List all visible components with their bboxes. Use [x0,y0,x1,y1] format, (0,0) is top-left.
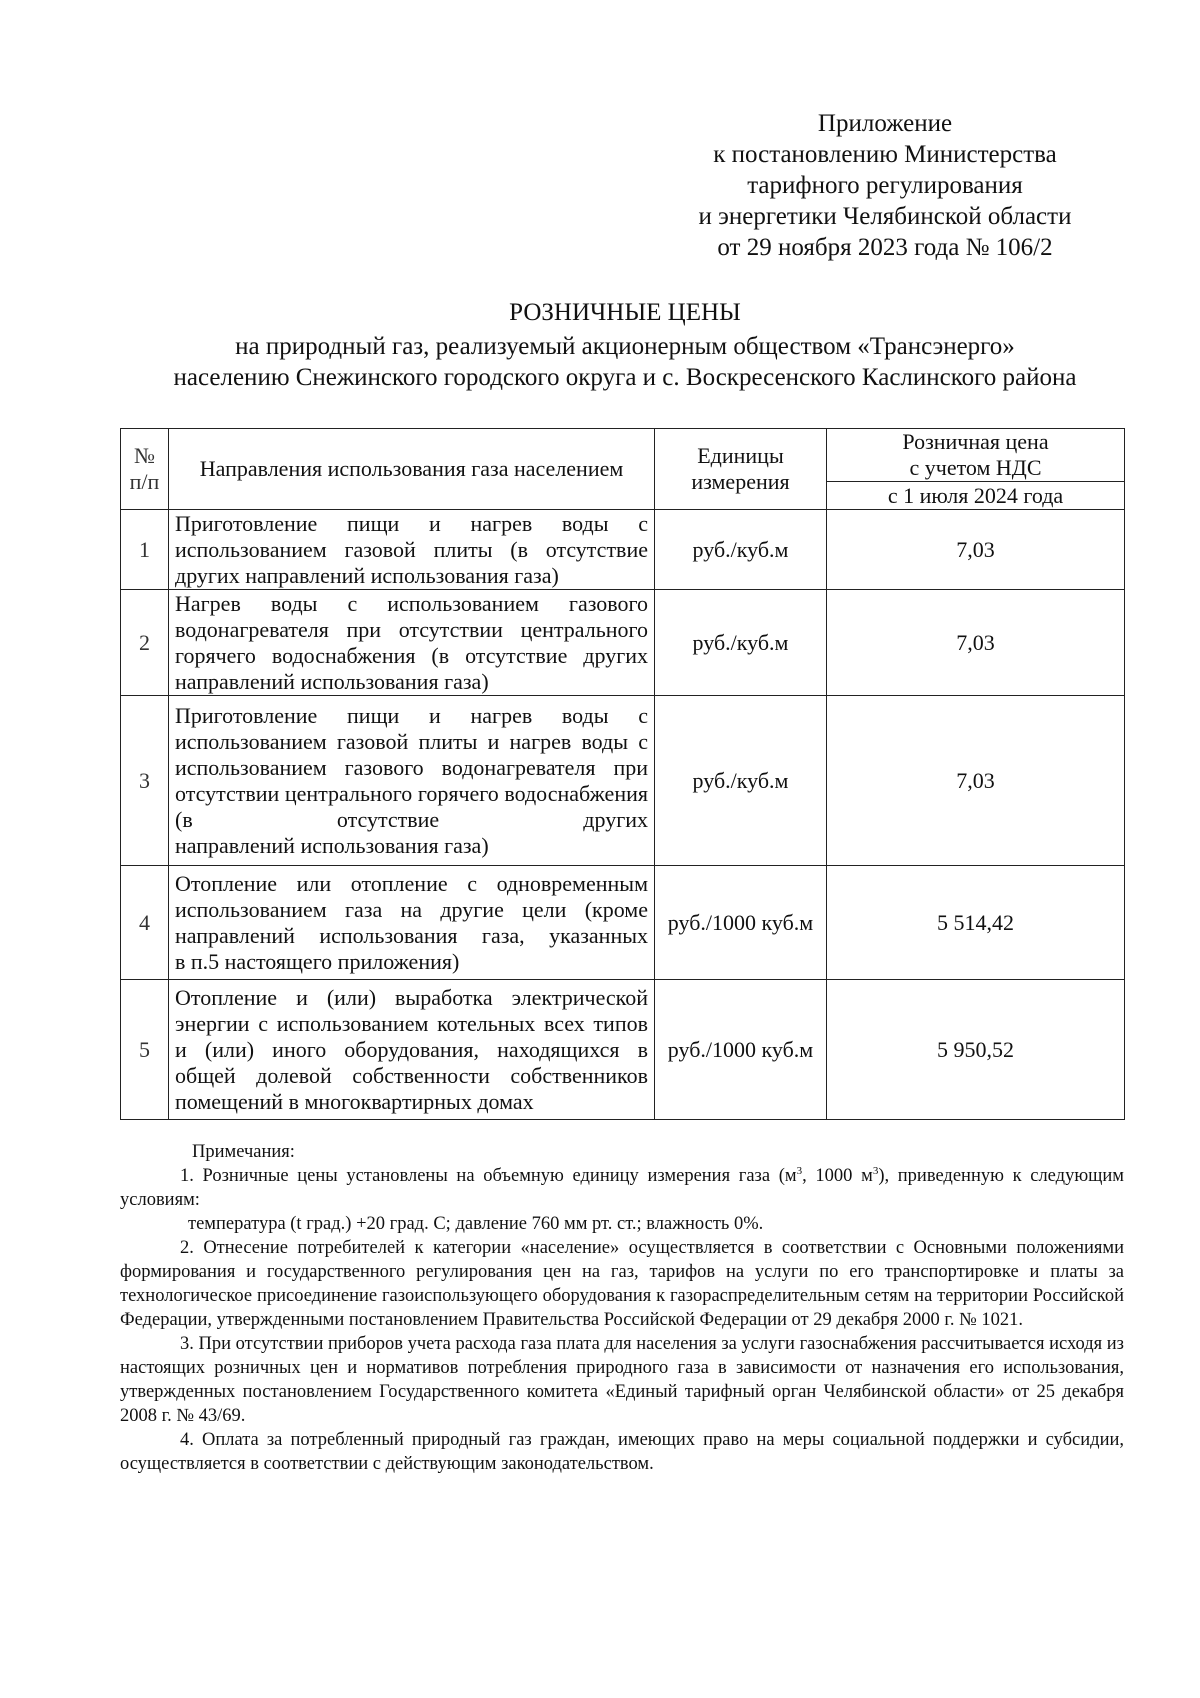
notes-section [120,1140,1124,1476]
row-direction-text: других направлений использования газа) [175,562,559,588]
header-number-line: № [134,443,155,468]
row-number: 5 [121,980,169,1120]
table-row [121,866,1125,980]
row-direction-text: в п.5 настоящего приложения) [175,948,460,974]
superscript: 3 [796,1164,803,1177]
table-row [121,696,1125,866]
row-number: 2 [121,590,169,696]
header-unit-line: Единицы [697,443,784,468]
row-direction-text: Приготовление пищи и нагрев воды с использованием газовой плиты (в отсутствие [175,510,648,562]
note-2: 2. Отнесение потребителей к категории «население» осуществляется в соответствии с Основными положениями формирования и государственного регулирования цен на газ, тарифов на услуги по его транспортировке и платы за технологическое присоединение газоиспользующего оборудования к газораспределительным сетям на территории Российской Федерации, утвержденными постановлением Правительства Российской Федерации от 29 декабря 2000 г. № 1021. [120,1238,1124,1330]
row-direction [169,510,655,590]
row-number: 4 [121,866,169,980]
title-line: населению Снежинского городского округа и с. Воскресенского Каслинского района [173,364,1077,391]
row-price: 5 514,42 [827,866,1125,980]
header-price-line: Розничная цена [902,429,1049,454]
note-4: 4. Оплата за потребленный природный газ граждан, имеющих право на меры социальной поддержки и субсидии, осуществляется в соответствии с действующим законодательством. [120,1430,1124,1474]
price-table [120,428,1125,1120]
row-direction-text: помещений в многоквартирных домах [175,1088,534,1114]
row-direction-text: Нагрев воды с использованием газового водонагревателя при отсутствии центрального горячего водоснабжения (в отсутствие других [175,590,648,668]
note-1-text: ), приведенную к следующим условиям: [120,1166,1124,1210]
title-line: на природный газ, реализуемый акционерным обществом «Трансэнерго» [235,333,1015,360]
header-number-line: п/п [129,469,160,494]
row-number: 3 [121,696,169,866]
row-direction [169,980,655,1120]
note-1-text: 1. Розничные цены установлены на объемную единицу измерения газа (м [180,1166,797,1186]
row-price: 7,03 [827,590,1125,696]
header-direction: Направления использования газа населением [169,429,655,510]
row-price: 7,03 [827,696,1125,866]
row-direction [169,696,655,866]
row-price: 7,03 [827,510,1125,590]
row-unit: руб./1000 куб.м [655,980,827,1120]
row-unit: руб./куб.м [655,590,827,696]
row-direction-text: направлений использования газа) [175,832,489,858]
appendix-line: от 29 ноября 2023 года № 106/2 [717,234,1053,261]
row-direction [169,590,655,696]
superscript: 3 [872,1164,879,1177]
row-direction [169,866,655,980]
header-price-period: с 1 июля 2024 года [827,482,1125,510]
row-unit: руб./куб.м [655,696,827,866]
table-row [121,980,1125,1120]
appendix-line: тарифного регулирования [747,172,1023,199]
row-unit: руб./1000 куб.м [655,866,827,980]
row-direction-text: Отопление и (или) выработка электрической энергии с использованием котельных всех типов и (или) иного оборудования, находящихся в общей долевой собственности собственников [175,984,648,1088]
table-row [121,510,1125,590]
note-1-text: , 1000 м [802,1166,873,1186]
appendix-line: Приложение [817,110,953,137]
row-unit: руб./куб.м [655,510,827,590]
document-title [100,297,1150,393]
appendix-line: к постановлению Министерства [713,141,1057,168]
note-conditions: температура (t град.) +20 град. С; давление 760 мм рт. ст.; влажность 0%. [188,1214,764,1234]
header-price-line: с учетом НДС [909,455,1042,480]
header-unit-line: измерения [691,469,790,494]
header-number [121,429,169,510]
appendix-header [650,108,1120,263]
note-1 [120,1164,1124,1212]
appendix-line: и энергетики Челябинской области [698,203,1072,230]
note-3: 3. При отсутствии приборов учета расхода газа плата для населения за услуги газоснабжения рассчитывается исходя из настоящих розничных цен и нормативов потребления природного газа в зависимости от назначения его использования, утвержденных постановлением Государственного комитета «Единый тарифный орган Челябинской области» от 25 декабря 2008 г. № 43/69. [120,1334,1124,1426]
row-direction-text: Приготовление пищи и нагрев воды с использованием газовой плиты и нагрев воды с использованием газового водонагревателя при отсутствии центрального горячего водоснабжения (в отсутствие других [175,702,648,832]
notes-heading: Примечания: [192,1142,295,1162]
row-price: 5 950,52 [827,980,1125,1120]
row-direction-text: Отопление или отопление с одновременным использованием газа на другие цели (кроме направлений использования газа, указанных [175,870,648,948]
title-main: РОЗНИЧНЫЕ ЦЕНЫ [509,299,741,326]
table-row [121,590,1125,696]
header-price [827,429,1125,482]
row-number: 1 [121,510,169,590]
header-unit [655,429,827,510]
row-direction-text: направлений использования газа) [175,668,489,694]
